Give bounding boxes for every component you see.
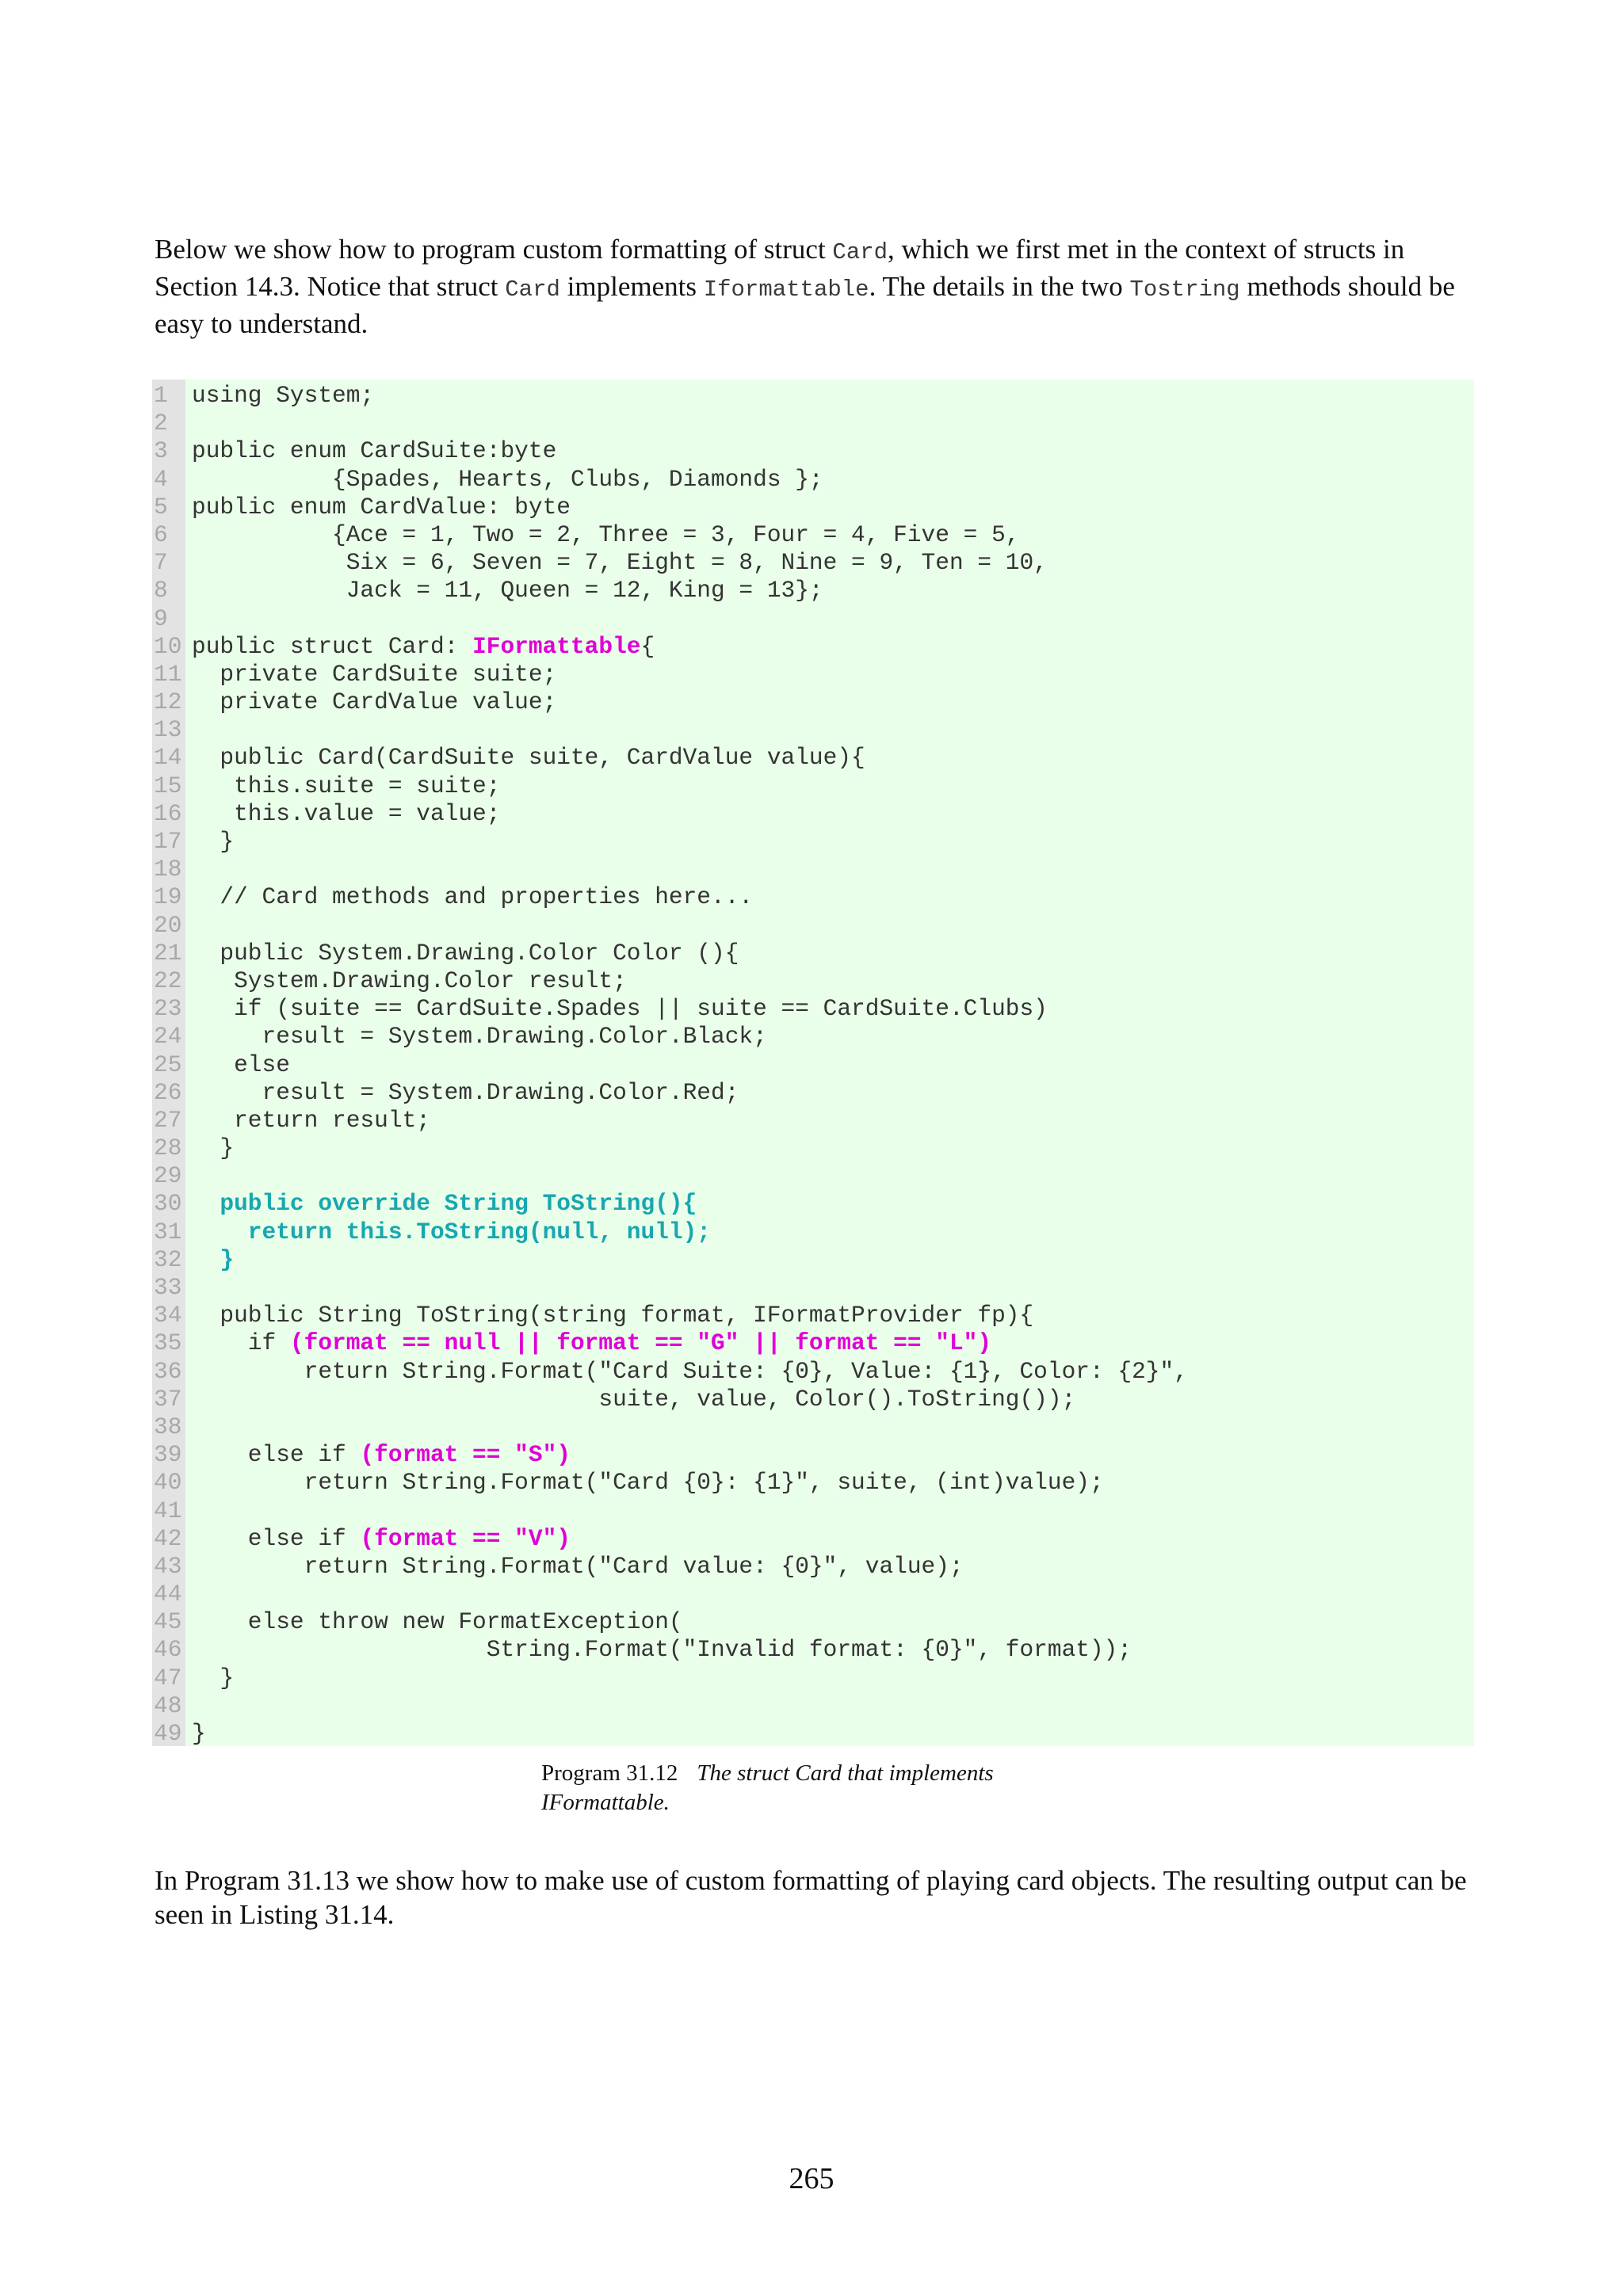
code-line [152, 1692, 1474, 1720]
highlighted-code-segment: (format == null || format == "G" || format == "L") [289, 1329, 992, 1357]
line-number: 29 [154, 1162, 182, 1190]
code-segment: result = System.Drawing.Color.Black; [192, 1023, 767, 1051]
line-number: 15 [154, 772, 182, 799]
line-number: 16 [154, 799, 182, 827]
line-number: 23 [154, 995, 182, 1023]
line-number: 44 [154, 1581, 182, 1608]
code-segment: if [192, 1329, 290, 1357]
code-segment: private CardValue value; [192, 688, 557, 716]
code-line [152, 995, 1474, 1023]
code-segment: private CardSuite suite; [192, 660, 557, 688]
code-line [152, 382, 1474, 410]
inline-code-tostring: Tostring [1129, 277, 1240, 303]
line-number: 4 [154, 465, 168, 493]
code-line [152, 828, 1474, 856]
code-segment: else throw new FormatException( [192, 1608, 683, 1636]
line-number: 3 [154, 437, 168, 465]
code-line [152, 883, 1474, 911]
code-line [152, 1302, 1474, 1329]
line-number: 18 [154, 856, 182, 883]
code-text [192, 1525, 571, 1553]
code-lines [152, 382, 1474, 1748]
code-text [192, 1665, 234, 1692]
code-listing [152, 379, 1474, 1746]
code-line [152, 1329, 1474, 1357]
line-number: 1 [154, 382, 168, 409]
code-line [152, 1246, 1474, 1274]
code-line [152, 716, 1474, 744]
code-line [152, 800, 1474, 828]
line-number: 45 [154, 1608, 182, 1636]
code-text [192, 1608, 683, 1636]
line-number: 13 [154, 716, 182, 744]
line-number: 47 [154, 1664, 182, 1691]
code-segment: String.Format("Invalid format: {0}", format)); [192, 1636, 1132, 1664]
code-text [192, 1219, 711, 1246]
intro-text-3: implements [559, 271, 704, 302]
code-text [192, 1079, 739, 1107]
code-segment: public System.Drawing.Color Color (){ [192, 939, 739, 967]
code-segment: if (suite == CardSuite.Spades || suite == CardSuite.Clubs) [192, 995, 1048, 1023]
code-line [152, 1358, 1474, 1386]
code-segment: } [192, 1664, 235, 1691]
code-text [192, 494, 571, 521]
highlighted-code-segment: IFormattable [472, 632, 641, 660]
line-number: 40 [154, 1469, 182, 1497]
caption-label: Program 31.12 [541, 1760, 678, 1786]
line-number: 8 [154, 577, 168, 605]
code-line [152, 967, 1474, 995]
line-number: 12 [154, 688, 182, 716]
code-text [192, 1023, 767, 1051]
inline-code-card: Card [832, 239, 888, 265]
code-line [152, 577, 1474, 605]
code-segment: System.Drawing.Color result; [192, 967, 627, 994]
code-text [192, 661, 556, 688]
code-line [152, 1441, 1474, 1469]
code-text [192, 1329, 991, 1357]
code-text [192, 883, 753, 911]
code-text [192, 995, 1048, 1023]
code-segment: {Ace = 1, Two = 2, Three = 3, Four = 4, Five = 5, [192, 521, 1020, 548]
line-number: 34 [154, 1302, 182, 1329]
code-segment: return String.Format("Card Suite: {0}, Value: {1}, Color: {2}", [192, 1357, 1188, 1385]
line-number: 38 [154, 1413, 182, 1440]
code-segment: suite, value, Color().ToString()); [192, 1385, 1076, 1413]
code-text [192, 577, 823, 605]
code-segment: public enum CardSuite:byte [192, 437, 557, 465]
line-number: 21 [154, 939, 182, 967]
line-number: 46 [154, 1636, 182, 1664]
line-number: 30 [154, 1190, 182, 1218]
line-number: 26 [154, 1078, 182, 1106]
code-text [192, 1135, 234, 1162]
code-segment: {Spades, Hearts, Clubs, Diamonds }; [192, 465, 823, 493]
line-number: 22 [154, 967, 182, 994]
code-segment: } [192, 1135, 235, 1162]
code-text [192, 940, 739, 967]
code-line [152, 1135, 1474, 1162]
code-line [152, 1051, 1474, 1079]
code-text [192, 1553, 964, 1581]
code-text [192, 1246, 234, 1274]
line-number: 33 [154, 1274, 182, 1301]
code-segment: else if [192, 1524, 361, 1552]
code-text [192, 1358, 1188, 1386]
code-line [152, 1079, 1474, 1107]
code-line [152, 1553, 1474, 1581]
line-number: 28 [154, 1135, 182, 1162]
highlighted-code-segment: (format == "S") [360, 1441, 571, 1469]
line-number: 39 [154, 1441, 182, 1469]
code-segment: public Card(CardSuite suite, CardValue value){ [192, 744, 865, 772]
code-text [192, 437, 556, 465]
code-line [152, 1386, 1474, 1413]
line-number: 43 [154, 1552, 182, 1580]
code-text [192, 1469, 1104, 1497]
code-segment: public String ToString(string format, IFormatProvider fp){ [192, 1302, 1034, 1329]
intro-text-2: , which we first met in the context of structs in Section 14.3. Notice that struct [155, 234, 1405, 302]
line-number: 14 [154, 744, 182, 772]
code-line [152, 410, 1474, 437]
code-text [192, 382, 374, 410]
line-number: 27 [154, 1106, 182, 1134]
code-text [192, 1386, 1075, 1413]
code-line [152, 1190, 1474, 1218]
code-segment: this.suite = suite; [192, 772, 501, 799]
code-line [152, 1525, 1474, 1553]
code-line [152, 437, 1474, 465]
code-text [192, 800, 500, 828]
code-line [152, 605, 1474, 633]
inline-code-card-2: Card [505, 277, 560, 303]
code-text [192, 828, 234, 856]
code-segment: using System; [192, 382, 375, 409]
code-line [152, 633, 1474, 661]
code-segment: { [640, 632, 655, 660]
code-segment: } [192, 828, 235, 855]
code-line [152, 1107, 1474, 1135]
line-number: 10 [154, 632, 182, 660]
code-segment: // Card methods and properties here... [192, 883, 754, 911]
line-number: 35 [154, 1329, 182, 1357]
code-line [152, 1720, 1474, 1748]
code-line [152, 1469, 1474, 1497]
intro-paragraph [155, 232, 1486, 341]
code-text [192, 1190, 697, 1218]
code-line [152, 494, 1474, 521]
caption-text: The struct Card that implements IFormattable. [541, 1760, 994, 1815]
line-number: 19 [154, 883, 182, 911]
code-line [152, 856, 1474, 883]
line-number: 41 [154, 1497, 182, 1524]
code-segment: result = System.Drawing.Color.Red; [192, 1078, 739, 1106]
intro-text-4: . The details in the two [869, 271, 1130, 302]
line-number: 7 [154, 549, 168, 577]
code-line [152, 1219, 1474, 1246]
line-number: 5 [154, 493, 168, 521]
highlighted-code-segment: return this.ToString(null, null); [192, 1218, 712, 1245]
code-segment: public struct Card: [192, 632, 473, 660]
code-text [192, 1441, 571, 1469]
line-number: 48 [154, 1691, 182, 1719]
code-segment: return String.Format("Card value: {0}", value); [192, 1552, 964, 1580]
code-line [152, 521, 1474, 549]
code-line [152, 772, 1474, 800]
code-text [192, 967, 627, 995]
code-line [152, 940, 1474, 967]
program-caption [541, 1759, 1096, 1817]
line-number: 36 [154, 1357, 182, 1385]
line-number: 17 [154, 828, 182, 855]
code-text [192, 744, 865, 772]
code-line [152, 661, 1474, 688]
code-text [192, 1107, 430, 1135]
line-number: 49 [154, 1720, 182, 1747]
code-text [192, 688, 556, 716]
code-segment: } [192, 1720, 206, 1747]
code-line [152, 1023, 1474, 1051]
code-line [152, 688, 1474, 716]
code-line [152, 1497, 1474, 1525]
code-text [192, 1636, 1132, 1664]
code-line [152, 1274, 1474, 1302]
code-text [192, 466, 823, 494]
code-line [152, 1581, 1474, 1608]
page-number: 265 [789, 2162, 834, 2195]
code-segment: public enum CardValue: byte [192, 493, 571, 521]
code-segment: return result; [192, 1106, 430, 1134]
line-number: 31 [154, 1218, 182, 1245]
code-segment: else if [192, 1441, 361, 1469]
code-line [152, 1413, 1474, 1441]
code-segment: this.value = value; [192, 799, 501, 827]
highlighted-code-segment: (format == "V") [360, 1524, 571, 1552]
code-line [152, 912, 1474, 940]
code-line [152, 1665, 1474, 1692]
outro-paragraph: In Program 31.13 we show how to make use of custom formatting of playing card objects. The resulting output can be seen in Listing 31.14. [155, 1865, 1467, 1930]
line-number: 25 [154, 1051, 182, 1078]
code-text [192, 549, 1048, 577]
code-text [192, 1720, 206, 1748]
line-number: 2 [154, 410, 168, 437]
code-segment: else [192, 1051, 290, 1078]
line-number: 42 [154, 1524, 182, 1552]
intro-text-1: Below we show how to program custom formatting of struct [155, 234, 833, 265]
code-line [152, 466, 1474, 494]
code-segment: Jack = 11, Queen = 12, King = 13}; [192, 577, 823, 605]
line-number: 6 [154, 521, 168, 548]
inline-code-iformattable: Iformattable [703, 277, 869, 303]
code-line [152, 1162, 1474, 1190]
code-segment: return String.Format("Card {0}: {1}", suite, (int)value); [192, 1469, 1104, 1497]
code-text [192, 772, 500, 800]
code-line [152, 744, 1474, 772]
highlighted-code-segment: } [192, 1245, 235, 1273]
code-text [192, 1051, 290, 1079]
code-line [152, 1636, 1474, 1664]
line-number: 32 [154, 1245, 182, 1273]
highlighted-code-segment: public override String ToString(){ [192, 1190, 697, 1218]
line-number: 37 [154, 1385, 182, 1413]
code-segment: Six = 6, Seven = 7, Eight = 8, Nine = 9, Ten = 10, [192, 549, 1048, 577]
line-number: 20 [154, 911, 182, 939]
line-number: 24 [154, 1023, 182, 1051]
code-line [152, 549, 1474, 577]
code-line [152, 1608, 1474, 1636]
line-number: 11 [154, 660, 182, 688]
code-text [192, 633, 655, 661]
line-number: 9 [154, 605, 168, 632]
code-text [192, 1302, 1033, 1329]
intro-text-5: methods should be easy to understand. [155, 271, 1455, 339]
code-text [192, 521, 1019, 549]
